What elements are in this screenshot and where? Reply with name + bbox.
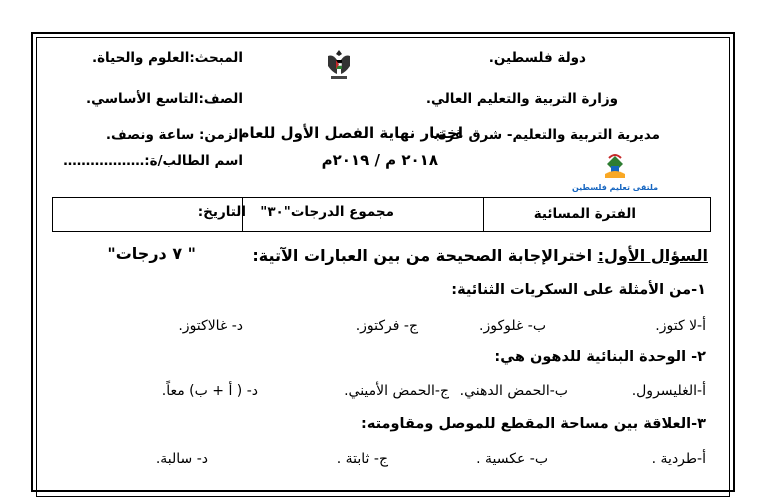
state-name: دولة فلسطين. bbox=[488, 50, 586, 66]
q1-item2-option-b[interactable]: ب-الحمض الدهني. bbox=[459, 383, 568, 399]
q1-item2-option-a[interactable]: أ-الغليسرول. bbox=[631, 383, 706, 399]
time-label: الزمن: ساعة ونصف. bbox=[105, 127, 243, 143]
logo-text: ملتقى تعليم فلسطين bbox=[571, 183, 659, 192]
ministry-name: وزارة التربية والتعليم العالي. bbox=[425, 91, 618, 107]
forum-logo-icon bbox=[571, 152, 659, 194]
subject-label: المبحث:العلوم والحياة. bbox=[91, 50, 243, 66]
date-label: التاريخ: bbox=[197, 204, 246, 220]
q1-item1-option-b[interactable]: ب- غلوكوز. bbox=[479, 318, 546, 334]
q1-item2-stem: ٢- الوحدة البنائية للدهون هي: bbox=[494, 349, 706, 365]
exam-year: ٢٠١٨ م / ٢٠١٩م bbox=[321, 151, 438, 169]
q1-item3-option-b[interactable]: ب- عكسية . bbox=[476, 451, 548, 467]
question1-heading: السؤال الأول: bbox=[597, 246, 708, 265]
q1-item3-option-d[interactable]: د- سالبة. bbox=[155, 451, 208, 467]
info-box-divider-right bbox=[483, 198, 484, 231]
q1-item1-option-a[interactable]: أ-لا كتوز. bbox=[655, 318, 706, 334]
grade-label: الصف:التاسع الأساسي. bbox=[85, 91, 243, 107]
q1-item3-option-a[interactable]: أ-طردية . bbox=[651, 451, 706, 467]
period-label: الفترة المسائية bbox=[533, 206, 636, 222]
q1-item3-stem: ٣-العلاقة بين مساحة المقطع للموصل ومقاومته: bbox=[361, 416, 706, 432]
total-marks-label: مجموع الدرجات"٣٠" bbox=[260, 204, 394, 220]
palestine-eagle-emblem-icon bbox=[326, 48, 352, 82]
student-name-field[interactable]: اسم الطالب/ة:……………… bbox=[63, 153, 243, 169]
q1-item1-option-c[interactable]: ج- فركتوز. bbox=[355, 318, 418, 334]
q1-item1-stem: ١-من الأمثلة على السكريات الثنائية: bbox=[451, 282, 706, 298]
question1-heading-line bbox=[252, 246, 708, 265]
q1-item2-option-c[interactable]: ج-الحمض الأميني. bbox=[344, 383, 449, 399]
exam-title: اختبار نهاية الفصل الأول للعام bbox=[238, 124, 463, 142]
directorate-name: مديرية التربية والتعليم- شرق غزة. bbox=[433, 127, 660, 143]
question1-instruction: اخترالإجابة الصحيحة من بين العبارات الآتية: bbox=[252, 246, 593, 265]
q1-item3-option-c[interactable]: ج- ثابتة . bbox=[336, 451, 388, 467]
q1-item1-option-d[interactable]: د- غالاكتوز. bbox=[178, 318, 243, 334]
q1-item2-option-d[interactable]: د- ( أ + ب) معاً. bbox=[161, 383, 258, 399]
question1-marks: " ٧ درجات" bbox=[107, 244, 196, 263]
